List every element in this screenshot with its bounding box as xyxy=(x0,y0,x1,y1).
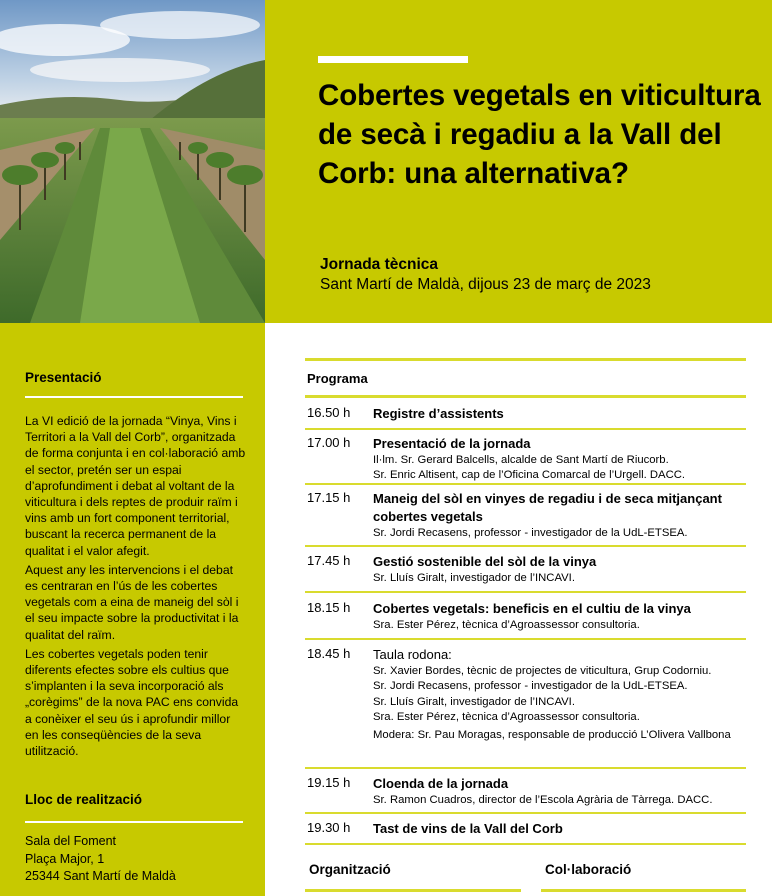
presentation-text xyxy=(25,413,247,762)
program-detail: Sr. Jordi Recasens, professor - investigador de la UdL-ETSEA. xyxy=(373,527,688,539)
program-top-rule xyxy=(305,358,746,361)
venue-line: 25344 Sant Martí de Maldà xyxy=(25,869,176,883)
program-time: 18.45 h xyxy=(307,646,351,661)
venue-address xyxy=(25,833,176,886)
program-detail: Sr. Jordi Recasens, professor - investigador de la UdL-ETSEA. xyxy=(373,680,688,693)
presentation-paragraph: Les cobertes vegetals poden tenir diferents efectes sobre els cultius que s’implanten i la seva incorporació als „corègims” de la nova PAC ens convida a conèixer el seu ús i aprofundir millor en les conseqüències de la seva utilització. xyxy=(25,646,239,759)
program-detail: Sra. Ester Pérez, tècnica d’Agroassessor consultoria. xyxy=(373,710,640,723)
page-title: Cobertes vegetals en viticultura de secà i regadiu a la Vall del Corb: una alternativa? xyxy=(318,79,761,190)
organization-rule xyxy=(305,889,521,892)
presentation-rule xyxy=(25,396,243,398)
event-date: Sant Martí de Maldà, dijous 23 de març de 2023 xyxy=(320,276,651,293)
program-time: 17.00 h xyxy=(307,435,351,450)
program-time: 18.15 h xyxy=(307,600,351,615)
program-detail: Sr. Enric Altisent, cap de l’Oficina Comarcal de l’Urgell. DACC. xyxy=(373,469,686,482)
program-heading-rule xyxy=(305,395,746,398)
program-detail: Il·lm. Sr. Gerard Balcells, alcalde de Sant Martí de Riucorb. xyxy=(373,454,669,466)
program-detail: Sr. Lluís Giralt, investigador de l’INCAVI. xyxy=(373,572,575,584)
program-divider xyxy=(305,812,746,814)
program-title: Cobertes vegetals: beneficis en el cultiu de la vinya xyxy=(373,601,691,616)
program-title: Registre d’assistents xyxy=(373,406,504,421)
program-time: 19.30 h xyxy=(307,820,351,835)
venue-line: Sala del Foment xyxy=(25,834,117,848)
program-time: 17.45 h xyxy=(307,553,351,568)
program-title: Cloenda de la jornada xyxy=(373,776,509,791)
presentation-heading: Presentació xyxy=(25,370,102,385)
program-title: Tast de vins de la Vall del Corb xyxy=(373,821,563,836)
venue-rule xyxy=(25,821,243,823)
program-title: Taula rodona: xyxy=(373,647,452,662)
program-time: 19.15 h xyxy=(307,775,351,790)
venue-line: Plaça Major, 1 xyxy=(25,851,105,866)
program-divider xyxy=(305,843,746,845)
program-divider xyxy=(305,591,746,593)
program-title: Gestió sostenible del sòl de la vinya xyxy=(373,554,597,569)
program-detail: Sr. Ramon Cuadros, director de l’Escola Agrària de Tàrrega. DACC. xyxy=(373,794,713,806)
program-divider xyxy=(305,483,746,485)
program-divider xyxy=(305,428,746,430)
collaboration-heading: Col·laboració xyxy=(545,862,632,877)
title-accent-bar xyxy=(318,56,468,63)
presentation-paragraph: Aquest any les intervencions i el debat es centraran en l’ús de les cobertes vegetals com a eina de maneig del sòl i el seu impacte sobre la productivitat i la qualitat del raïm. xyxy=(25,562,239,642)
program-title: Maneig del sòl en vinyes de regadiu i de seca mitjançant cobertes vegetals xyxy=(373,491,722,524)
program-detail: Sr. Lluís Giralt, investigador de l’INCAVI. xyxy=(373,695,575,708)
program-detail: Sr. Xavier Bordes, tècnic de projectes de viticultura, Grup Codorniu. xyxy=(373,665,712,677)
program-detail: Sra. Ester Pérez, tècnica d’Agroassessor consultoria. xyxy=(373,619,640,631)
organization-heading: Organització xyxy=(309,862,391,877)
vineyard-photo xyxy=(0,0,265,323)
program-time: 17.15 h xyxy=(307,490,351,505)
program-divider xyxy=(305,638,746,640)
collaboration-rule xyxy=(541,889,746,892)
presentation-paragraph: La VI edició de la jornada “Vinya, Vins i Territori a la Vall del Corb”, organitzada de forma conjunta i en col·laboració amb el sector, pretén ser un espai d’aprofundiment i debat al voltant de la viticultura i dels reptes de produir raïm i vins amb un fort component territorial, buscant la recerca permanent de la qualitat i el valor afegit. xyxy=(25,414,246,558)
program-divider xyxy=(305,545,746,547)
program-time: 16.50 h xyxy=(307,405,351,420)
event-type: Jornada tècnica xyxy=(320,256,439,273)
program-heading: Programa xyxy=(307,371,368,386)
program-detail: Modera: Sr. Pau Moragas, responsable de producció L’Olivera Vallbona xyxy=(373,729,731,742)
program-divider xyxy=(305,767,746,769)
program-title: Presentació de la jornada xyxy=(373,436,531,451)
venue-heading: Lloc de realització xyxy=(25,792,143,807)
